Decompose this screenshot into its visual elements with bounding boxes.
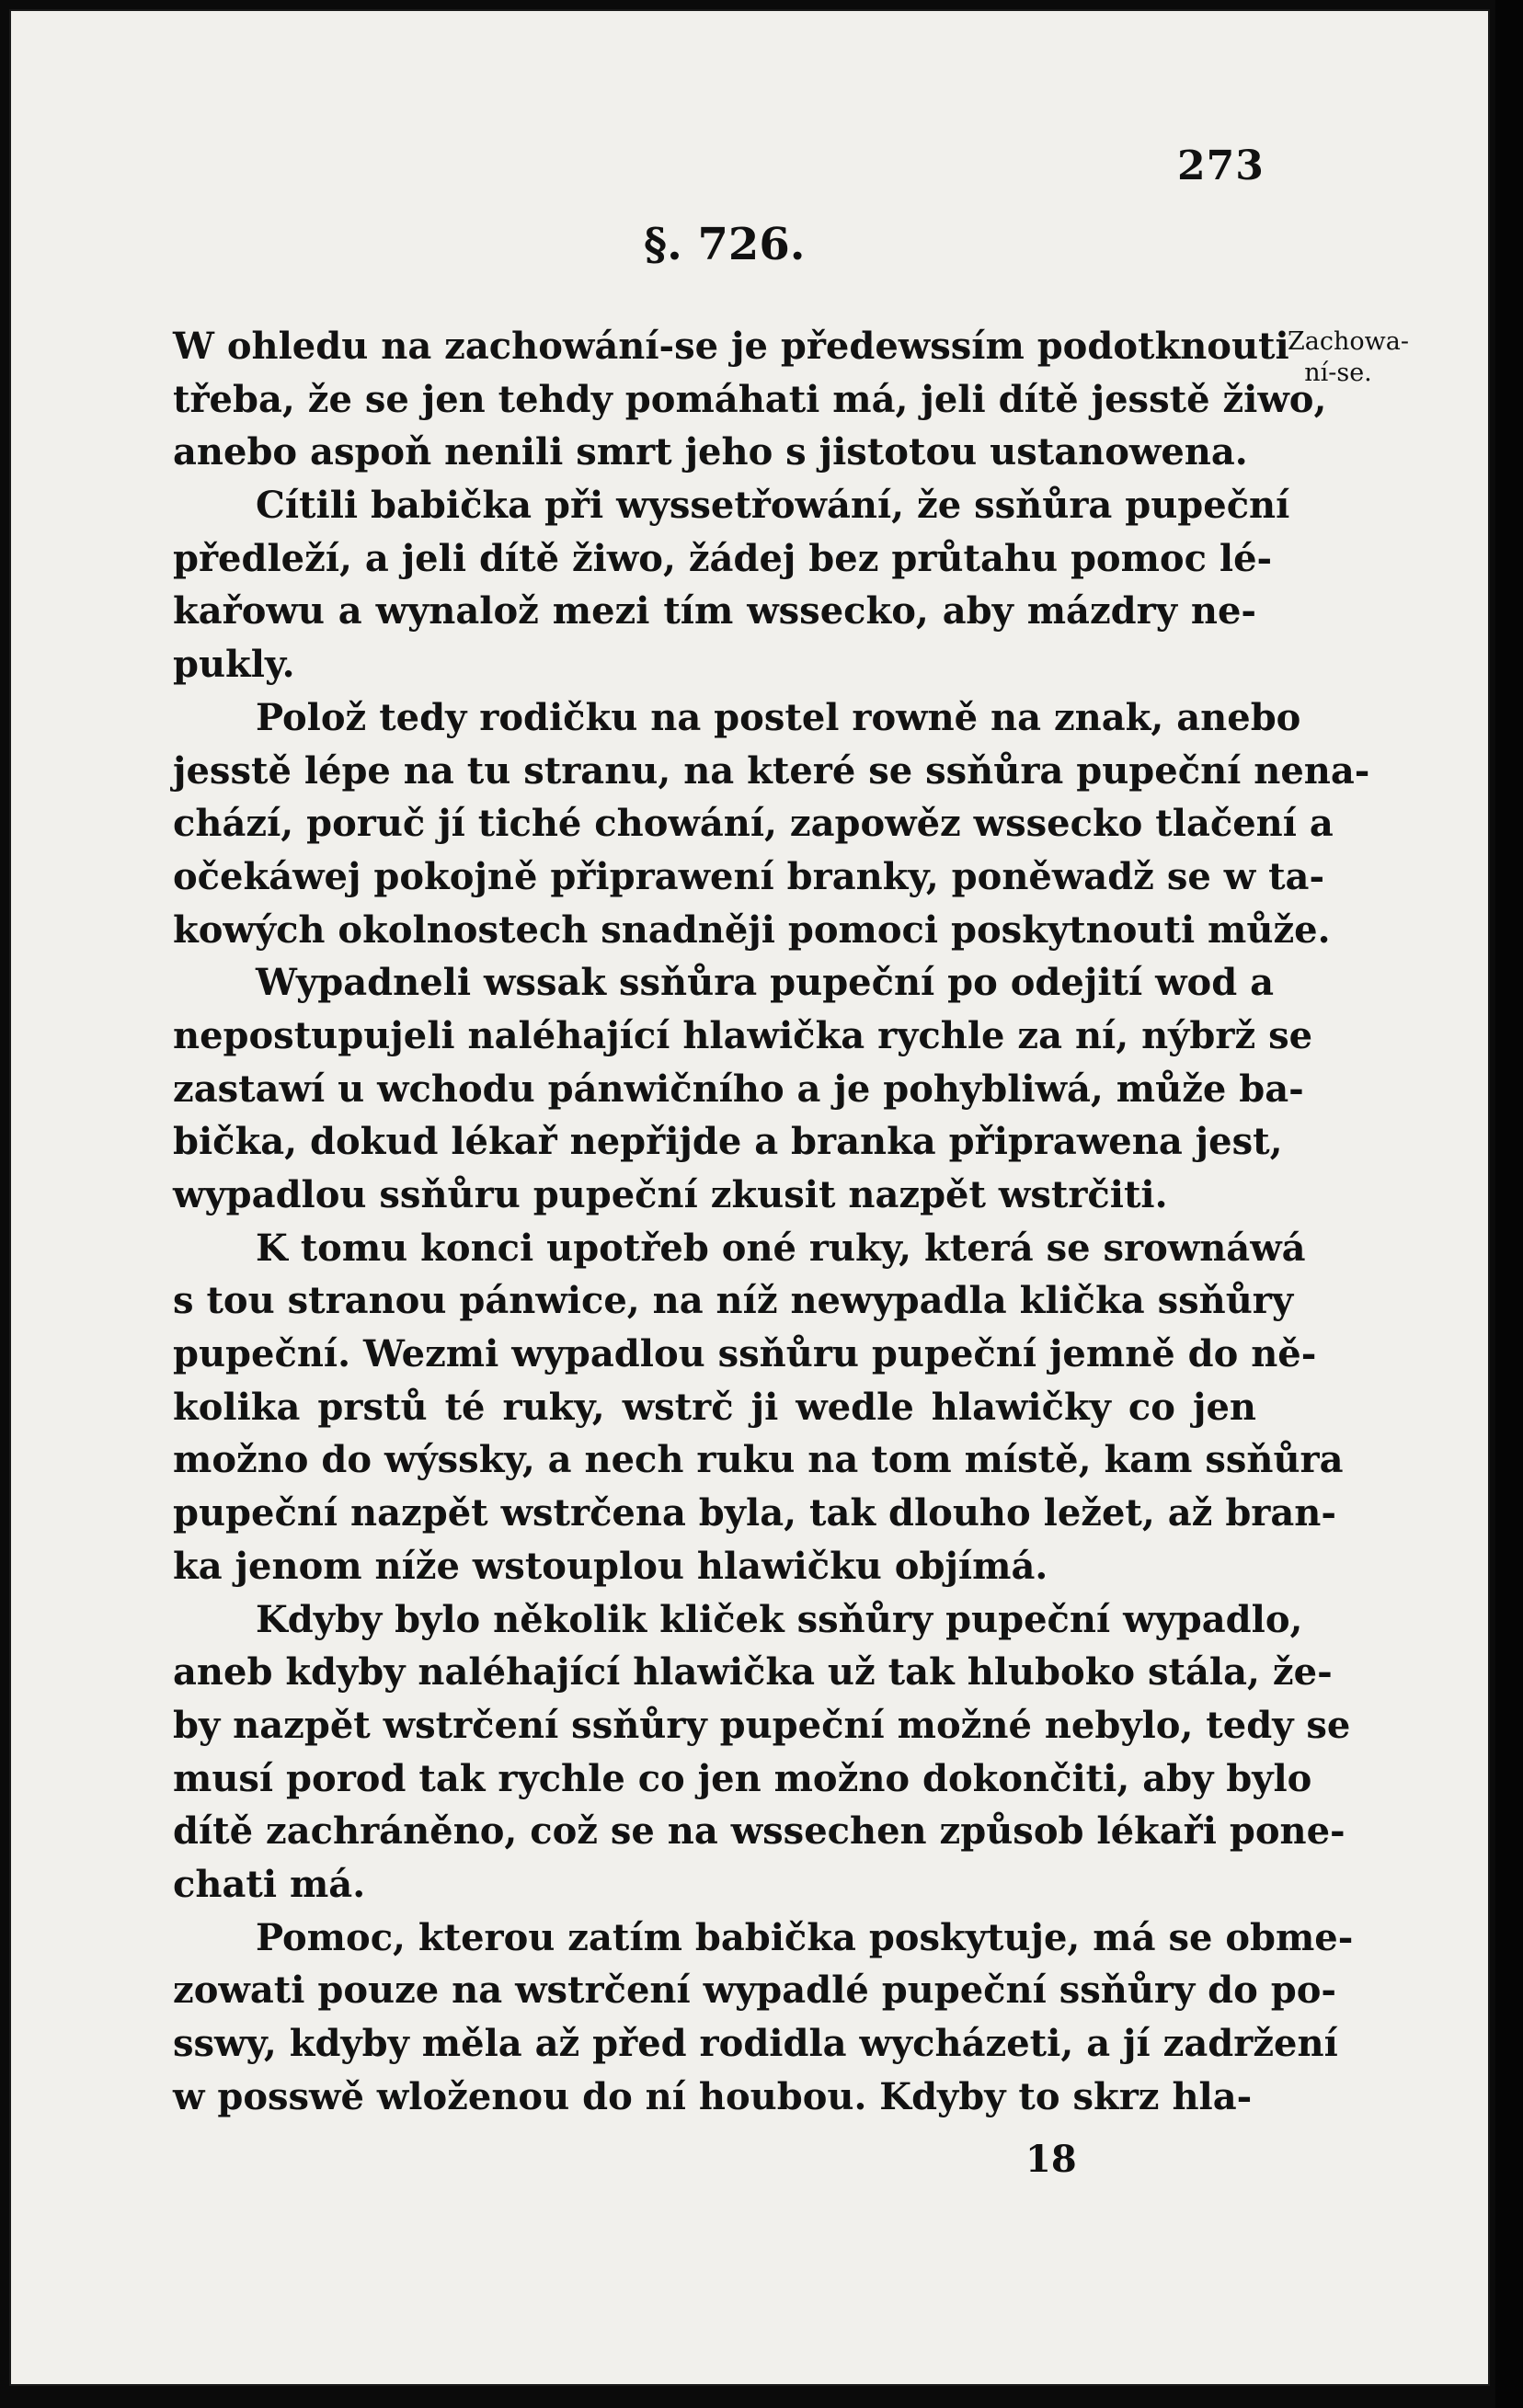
text-line: ka jenom níže wstouplou hlawičku objímá. xyxy=(173,1544,1048,1588)
text-line: zowati pouze na wstrčení wypadlé pupeční ssňůry do po- xyxy=(173,1969,1336,2013)
scan-edge xyxy=(1495,0,1523,2408)
text-line: dítě zachráněno, což se na wssechen způsob lékaři pone- xyxy=(173,1809,1346,1854)
text-line: jesstě lépe na tu stranu, na které se ssňůra pupeční nena- xyxy=(173,748,1370,793)
text-line: chází, poruč jí tiché chowání, zapowěz wssecko tlačení a xyxy=(173,802,1334,846)
section-heading: §. 726. xyxy=(644,219,806,270)
text-line: kolika prstů té ruky, wstrč ji wedle hlawičky co jen xyxy=(173,1385,1256,1429)
text-line: s tou stranou pánwice, na níž newypadla klička ssňůry xyxy=(173,1279,1294,1323)
text-line: pupeční. Wezmi wypadlou ssňůru pupeční jemně do ně- xyxy=(173,1332,1317,1376)
text-line: Wypadneli wssak ssňůra pupeční po odejití wod a xyxy=(256,961,1275,1005)
text-line: Kdyby bylo několik kliček ssňůry pupeční wypadlo, xyxy=(256,1597,1303,1641)
text-line: by nazpět wstrčení ssňůry pupeční možné nebylo, tedy se xyxy=(173,1703,1351,1747)
margin-note-line: Zachowa- xyxy=(1288,327,1409,356)
signature-mark: 18 xyxy=(1025,2138,1077,2181)
text-line: možno do wýssky, a nech ruku na tom místě, kam ssňůra xyxy=(173,1438,1344,1482)
text-line: aneb kdyby naléhající hlawička už tak hluboko stála, že- xyxy=(173,1650,1333,1695)
margin-note-line: ní-se. xyxy=(1304,359,1372,387)
text-line: chati má. xyxy=(173,1862,366,1906)
text-line: očekáwej pokojně připrawení branky, poněwadž se w ta- xyxy=(173,854,1325,898)
book-page xyxy=(9,9,1490,2386)
text-line: pukly. xyxy=(173,643,295,687)
text-line: třeba, že se jen tehdy pomáhati má, jeli dítě jesstě žiwo, xyxy=(173,377,1327,421)
text-line: Pomoc, kterou zatím babička poskytuje, má se obme- xyxy=(256,1915,1354,1959)
text-line: sswy, kdyby měla až před rodidla wycházeti, a jí zadržení xyxy=(173,2022,1338,2065)
text-line: pupeční nazpět wstrčena byla, tak dlouho ležet, až bran- xyxy=(173,1491,1336,1535)
text-line: kařowu a wynalož mezi tím wssecko, aby mázdry ne- xyxy=(173,589,1256,633)
text-line: předleží, a jeli dítě žiwo, žádej bez průtahu pomoc lé- xyxy=(173,536,1273,580)
text-line: anebo aspoň nenili smrt jeho s jistotou ustanowena. xyxy=(173,430,1248,474)
text-line: w posswě wloženou do ní houbou. Kdyby to skrz hla- xyxy=(173,2074,1253,2118)
text-line: wypadlou ssňůru pupeční zkusit nazpět wstrčiti. xyxy=(173,1173,1168,1216)
text-line: nepostupujeli naléhající hlawička rychle za ní, nýbrž se xyxy=(173,1013,1313,1057)
page-number: 273 xyxy=(1177,143,1265,189)
text-line: Polož tedy rodičku na postel rowně na znak, anebo xyxy=(256,695,1301,739)
text-line: kowých okolnostech snadněji pomoci poskytnouti může. xyxy=(173,907,1331,952)
text-line: W ohledu na zachowání-se je předewssím podotknouti xyxy=(173,325,1289,368)
text-line: bička, dokud lékař nepřijde a branka připrawena jest, xyxy=(173,1120,1283,1164)
text-line: K tomu konci upotřeb oné ruky, která se srownáwá xyxy=(256,1226,1306,1270)
text-line: Cítili babička při wyssetřowání, že ssňůra pupeční xyxy=(256,484,1290,528)
text-line: musí porod tak rychle co jen možno dokončiti, aby bylo xyxy=(173,1756,1312,1800)
text-line: zastawí u wchodu pánwičního a je pohybliwá, může ba- xyxy=(173,1067,1304,1111)
